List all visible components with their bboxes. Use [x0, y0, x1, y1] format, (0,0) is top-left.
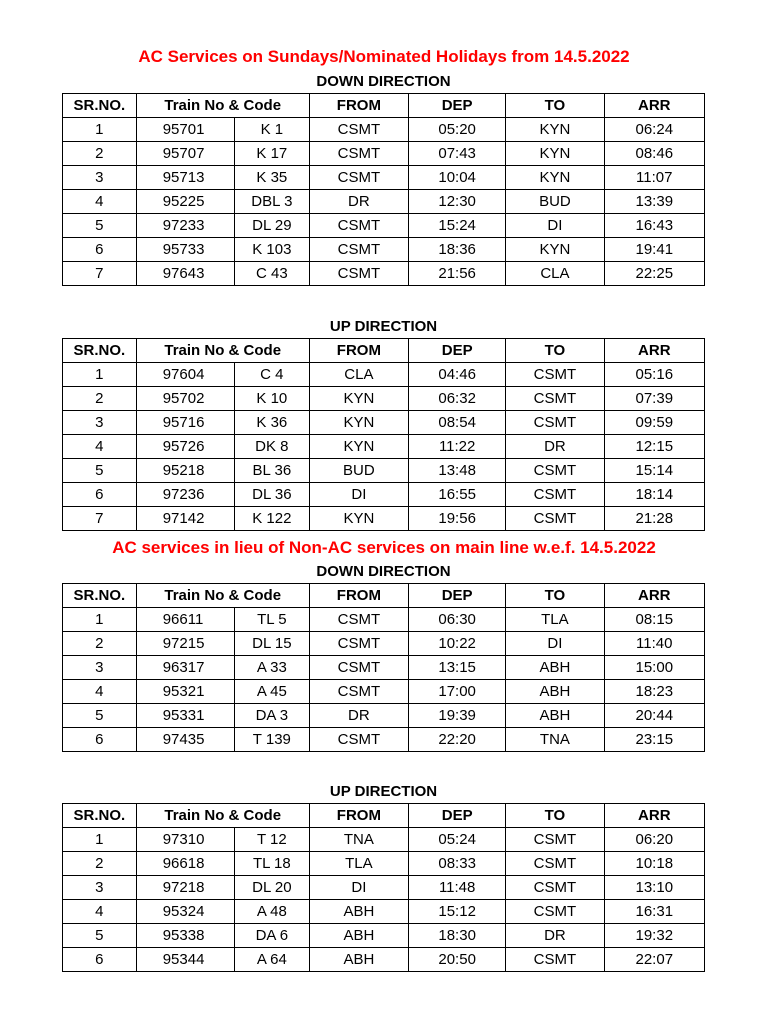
table-row — [63, 363, 705, 387]
from-cell: CSMT — [309, 632, 408, 656]
train-code-cell: K 17 — [234, 142, 309, 166]
to-cell: CSMT — [506, 876, 604, 900]
dep-cell: 19:56 — [409, 507, 506, 531]
dep-cell: 21:56 — [409, 262, 506, 286]
arr-cell: 21:28 — [604, 507, 704, 531]
dep-cell: 22:20 — [409, 728, 506, 752]
train-no-cell: 96611 — [136, 608, 234, 632]
arr-cell: 13:10 — [604, 876, 704, 900]
arr-cell: 18:23 — [604, 680, 704, 704]
from-cell: KYN — [309, 507, 408, 531]
arr-cell: 19:41 — [604, 238, 704, 262]
train-no-cell: 96317 — [136, 656, 234, 680]
train-no-cell: 97233 — [136, 214, 234, 238]
direction-label: DOWN DIRECTION — [63, 560, 705, 584]
from-cell: TNA — [309, 828, 408, 852]
table-row — [63, 483, 705, 507]
train-code-cell: DL 20 — [234, 876, 309, 900]
arr-cell: 13:39 — [604, 190, 704, 214]
from-cell: CSMT — [309, 608, 408, 632]
column-header-from: FROM — [309, 584, 408, 608]
arr-cell: 09:59 — [604, 411, 704, 435]
from-cell: CSMT — [309, 680, 408, 704]
to-cell: TNA — [506, 728, 604, 752]
column-header-from: FROM — [309, 94, 408, 118]
dep-cell: 18:36 — [409, 238, 506, 262]
from-cell: CSMT — [309, 214, 408, 238]
train-no-cell: 95218 — [136, 459, 234, 483]
train-no-cell: 95733 — [136, 238, 234, 262]
from-cell: CSMT — [309, 728, 408, 752]
train-code-cell: K 1 — [234, 118, 309, 142]
arr-cell: 11:07 — [604, 166, 704, 190]
to-cell: CSMT — [506, 948, 604, 972]
sr-no-cell: 6 — [63, 238, 137, 262]
arr-cell: 16:31 — [604, 900, 704, 924]
dep-cell: 13:15 — [409, 656, 506, 680]
timetable-lieu-down — [62, 560, 705, 752]
sr-no-cell: 1 — [63, 118, 137, 142]
table-row — [63, 656, 705, 680]
sr-no-cell: 6 — [63, 483, 137, 507]
from-cell: ABH — [309, 924, 408, 948]
train-code-cell: K 35 — [234, 166, 309, 190]
column-header-arr: ARR — [604, 94, 704, 118]
dep-cell: 10:04 — [409, 166, 506, 190]
direction-label: UP DIRECTION — [63, 315, 705, 339]
table-row — [63, 190, 705, 214]
to-cell: ABH — [506, 680, 604, 704]
to-cell: CSMT — [506, 900, 604, 924]
dep-cell: 18:30 — [409, 924, 506, 948]
sr-no-cell: 1 — [63, 608, 137, 632]
column-header-arr: ARR — [604, 584, 704, 608]
train-no-cell: 95702 — [136, 387, 234, 411]
sr-no-cell: 6 — [63, 728, 137, 752]
sr-no-cell: 1 — [63, 828, 137, 852]
column-header-dep: DEP — [409, 94, 506, 118]
train-no-cell: 97435 — [136, 728, 234, 752]
train-no-cell: 97142 — [136, 507, 234, 531]
train-no-cell: 95726 — [136, 435, 234, 459]
column-header-to: TO — [506, 94, 604, 118]
from-cell: DI — [309, 876, 408, 900]
train-code-cell: K 103 — [234, 238, 309, 262]
train-no-cell: 95331 — [136, 704, 234, 728]
train-no-cell: 95324 — [136, 900, 234, 924]
arr-cell: 22:07 — [604, 948, 704, 972]
arr-cell: 11:40 — [604, 632, 704, 656]
arr-cell: 08:15 — [604, 608, 704, 632]
table-row — [63, 238, 705, 262]
train-no-cell: 95701 — [136, 118, 234, 142]
train-no-cell: 95321 — [136, 680, 234, 704]
from-cell: DR — [309, 704, 408, 728]
to-cell: ABH — [506, 656, 604, 680]
from-cell: BUD — [309, 459, 408, 483]
to-cell: CSMT — [506, 483, 604, 507]
sr-no-cell: 7 — [63, 262, 137, 286]
table-row — [63, 435, 705, 459]
column-header-srno: SR.NO. — [63, 94, 137, 118]
from-cell: CLA — [309, 363, 408, 387]
dep-cell: 06:30 — [409, 608, 506, 632]
train-code-cell: TL 5 — [234, 608, 309, 632]
train-no-cell: 97215 — [136, 632, 234, 656]
column-header-arr: ARR — [604, 339, 704, 363]
heading-lieu: AC services in lieu of Non-AC services on main line w.e.f. 14.5.2022 — [112, 538, 656, 557]
train-code-cell: A 45 — [234, 680, 309, 704]
table-row — [63, 876, 705, 900]
sr-no-cell: 2 — [63, 387, 137, 411]
from-cell: CSMT — [309, 118, 408, 142]
sr-no-cell: 2 — [63, 142, 137, 166]
table-row — [63, 632, 705, 656]
arr-cell: 18:14 — [604, 483, 704, 507]
column-header-arr: ARR — [604, 804, 704, 828]
arr-cell: 23:15 — [604, 728, 704, 752]
to-cell: CSMT — [506, 459, 604, 483]
train-no-cell: 97310 — [136, 828, 234, 852]
from-cell: KYN — [309, 387, 408, 411]
dep-cell: 07:43 — [409, 142, 506, 166]
dep-cell: 20:50 — [409, 948, 506, 972]
table-row — [63, 680, 705, 704]
from-cell: CSMT — [309, 238, 408, 262]
dep-cell: 15:24 — [409, 214, 506, 238]
train-code-cell: A 33 — [234, 656, 309, 680]
from-cell: CSMT — [309, 142, 408, 166]
from-cell: DR — [309, 190, 408, 214]
to-cell: KYN — [506, 166, 604, 190]
train-code-cell: DA 6 — [234, 924, 309, 948]
column-header-to: TO — [506, 584, 604, 608]
column-header-dep: DEP — [409, 804, 506, 828]
sr-no-cell: 1 — [63, 363, 137, 387]
train-no-cell: 97218 — [136, 876, 234, 900]
column-header-srno: SR.NO. — [63, 584, 137, 608]
train-no-cell: 95716 — [136, 411, 234, 435]
arr-cell: 06:24 — [604, 118, 704, 142]
from-cell: CSMT — [309, 262, 408, 286]
to-cell: ABH — [506, 704, 604, 728]
arr-cell: 08:46 — [604, 142, 704, 166]
column-header-to: TO — [506, 339, 604, 363]
dep-cell: 10:22 — [409, 632, 506, 656]
sr-no-cell: 5 — [63, 924, 137, 948]
arr-cell: 20:44 — [604, 704, 704, 728]
sr-no-cell: 3 — [63, 166, 137, 190]
table-row — [63, 262, 705, 286]
to-cell: CSMT — [506, 852, 604, 876]
column-header-train: Train No & Code — [136, 94, 309, 118]
table-row — [63, 507, 705, 531]
sr-no-cell: 5 — [63, 704, 137, 728]
train-code-cell: C 4 — [234, 363, 309, 387]
column-header-dep: DEP — [409, 339, 506, 363]
dep-cell: 11:48 — [409, 876, 506, 900]
column-header-train: Train No & Code — [136, 339, 309, 363]
from-cell: CSMT — [309, 656, 408, 680]
column-header-srno: SR.NO. — [63, 804, 137, 828]
train-code-cell: DA 3 — [234, 704, 309, 728]
train-code-cell: DBL 3 — [234, 190, 309, 214]
timetable-lieu-up — [62, 780, 705, 972]
arr-cell: 15:14 — [604, 459, 704, 483]
train-code-cell: TL 18 — [234, 852, 309, 876]
sr-no-cell: 2 — [63, 852, 137, 876]
to-cell: DI — [506, 632, 604, 656]
to-cell: CSMT — [506, 363, 604, 387]
from-cell: ABH — [309, 900, 408, 924]
train-no-cell: 95707 — [136, 142, 234, 166]
train-no-cell: 95344 — [136, 948, 234, 972]
to-cell: CSMT — [506, 387, 604, 411]
direction-label: DOWN DIRECTION — [63, 70, 705, 94]
dep-cell: 19:39 — [409, 704, 506, 728]
timetable-sunday-up — [62, 315, 705, 531]
sr-no-cell: 7 — [63, 507, 137, 531]
dep-cell: 12:30 — [409, 190, 506, 214]
table-row — [63, 728, 705, 752]
sr-no-cell: 3 — [63, 876, 137, 900]
dep-cell: 05:20 — [409, 118, 506, 142]
direction-label: UP DIRECTION — [63, 780, 705, 804]
table-row — [63, 142, 705, 166]
to-cell: DI — [506, 214, 604, 238]
sr-no-cell: 4 — [63, 435, 137, 459]
dep-cell: 16:55 — [409, 483, 506, 507]
train-code-cell: DK 8 — [234, 435, 309, 459]
train-code-cell: C 43 — [234, 262, 309, 286]
dep-cell: 08:33 — [409, 852, 506, 876]
sr-no-cell: 5 — [63, 214, 137, 238]
dep-cell: 11:22 — [409, 435, 506, 459]
to-cell: DR — [506, 435, 604, 459]
column-header-dep: DEP — [409, 584, 506, 608]
train-code-cell: DL 36 — [234, 483, 309, 507]
arr-cell: 07:39 — [604, 387, 704, 411]
sr-no-cell: 6 — [63, 948, 137, 972]
train-no-cell: 97643 — [136, 262, 234, 286]
dep-cell: 08:54 — [409, 411, 506, 435]
timetable-sunday-down — [62, 70, 705, 286]
sr-no-cell: 4 — [63, 190, 137, 214]
table-row — [63, 166, 705, 190]
dep-cell: 05:24 — [409, 828, 506, 852]
dep-cell: 04:46 — [409, 363, 506, 387]
train-code-cell: BL 36 — [234, 459, 309, 483]
train-code-cell: K 122 — [234, 507, 309, 531]
table-row — [63, 459, 705, 483]
column-header-from: FROM — [309, 339, 408, 363]
to-cell: CSMT — [506, 507, 604, 531]
table-row — [63, 900, 705, 924]
to-cell: BUD — [506, 190, 604, 214]
arr-cell: 06:20 — [604, 828, 704, 852]
from-cell: KYN — [309, 435, 408, 459]
from-cell: ABH — [309, 948, 408, 972]
arr-cell: 22:25 — [604, 262, 704, 286]
to-cell: CSMT — [506, 411, 604, 435]
train-no-cell: 96618 — [136, 852, 234, 876]
to-cell: TLA — [506, 608, 604, 632]
to-cell: CLA — [506, 262, 604, 286]
table-row — [63, 608, 705, 632]
train-no-cell: 97236 — [136, 483, 234, 507]
table-row — [63, 214, 705, 238]
from-cell: KYN — [309, 411, 408, 435]
table-row — [63, 118, 705, 142]
train-no-cell: 97604 — [136, 363, 234, 387]
table-row — [63, 828, 705, 852]
to-cell: KYN — [506, 238, 604, 262]
to-cell: KYN — [506, 118, 604, 142]
table-row — [63, 387, 705, 411]
table-row — [63, 411, 705, 435]
sr-no-cell: 5 — [63, 459, 137, 483]
arr-cell: 19:32 — [604, 924, 704, 948]
column-header-train: Train No & Code — [136, 584, 309, 608]
dep-cell: 17:00 — [409, 680, 506, 704]
table-row — [63, 924, 705, 948]
dep-cell: 06:32 — [409, 387, 506, 411]
arr-cell: 15:00 — [604, 656, 704, 680]
table-row — [63, 948, 705, 972]
train-code-cell: K 36 — [234, 411, 309, 435]
heading-sundays: AC Services on Sundays/Nominated Holidays from 14.5.2022 — [138, 47, 630, 66]
sr-no-cell: 2 — [63, 632, 137, 656]
train-code-cell: A 64 — [234, 948, 309, 972]
column-header-to: TO — [506, 804, 604, 828]
from-cell: TLA — [309, 852, 408, 876]
column-header-from: FROM — [309, 804, 408, 828]
sr-no-cell: 4 — [63, 900, 137, 924]
train-no-cell: 95713 — [136, 166, 234, 190]
arr-cell: 05:16 — [604, 363, 704, 387]
train-no-cell: 95225 — [136, 190, 234, 214]
from-cell: DI — [309, 483, 408, 507]
column-header-srno: SR.NO. — [63, 339, 137, 363]
table-row — [63, 704, 705, 728]
arr-cell: 12:15 — [604, 435, 704, 459]
to-cell: DR — [506, 924, 604, 948]
to-cell: CSMT — [506, 828, 604, 852]
sr-no-cell: 3 — [63, 656, 137, 680]
from-cell: CSMT — [309, 166, 408, 190]
dep-cell: 15:12 — [409, 900, 506, 924]
arr-cell: 16:43 — [604, 214, 704, 238]
sr-no-cell: 4 — [63, 680, 137, 704]
train-code-cell: T 12 — [234, 828, 309, 852]
train-no-cell: 95338 — [136, 924, 234, 948]
table-row — [63, 852, 705, 876]
sr-no-cell: 3 — [63, 411, 137, 435]
to-cell: KYN — [506, 142, 604, 166]
train-code-cell: DL 29 — [234, 214, 309, 238]
train-code-cell: K 10 — [234, 387, 309, 411]
dep-cell: 13:48 — [409, 459, 506, 483]
train-code-cell: T 139 — [234, 728, 309, 752]
column-header-train: Train No & Code — [136, 804, 309, 828]
arr-cell: 10:18 — [604, 852, 704, 876]
train-code-cell: A 48 — [234, 900, 309, 924]
train-code-cell: DL 15 — [234, 632, 309, 656]
